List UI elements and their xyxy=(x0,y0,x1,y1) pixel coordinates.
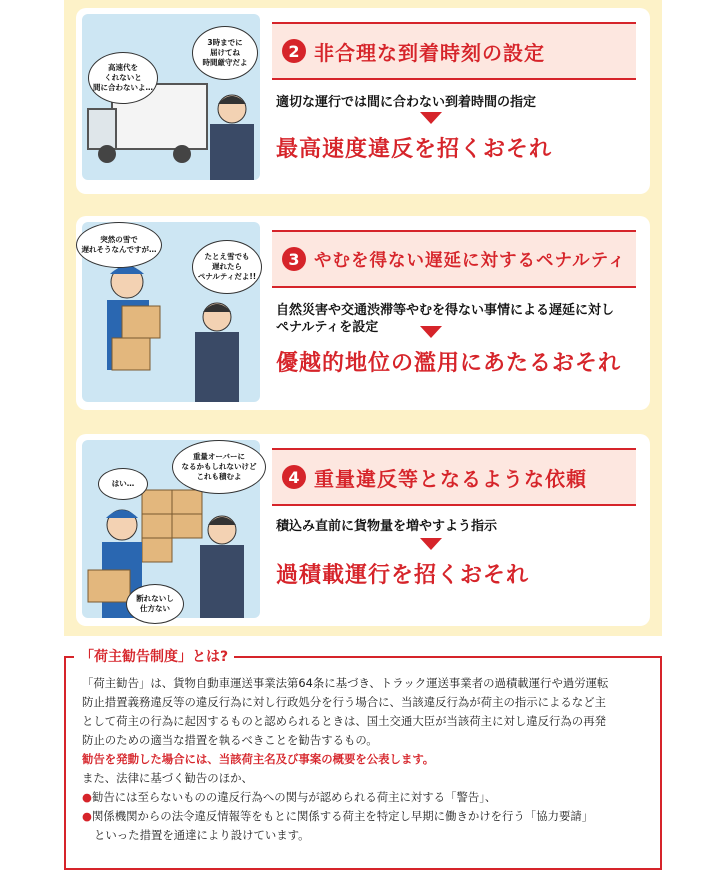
speech-bubble-driver: はい… xyxy=(98,468,148,500)
info-line-3: として荷主の行為に起因するものと認められるときは、国土交通大臣が当該荷主に対し違反行為の再発 xyxy=(82,714,606,728)
info-line-1: 「荷主勧告」は、貨物自動車運送事業法第64条に基づき、トラック運送事業者の過積載運行や過労運転 xyxy=(82,676,609,690)
bullet-icon: ● xyxy=(82,790,92,804)
down-arrow-icon xyxy=(420,326,442,338)
info-bullet-2-cont: といった措置を通達により設けています。 xyxy=(94,828,310,842)
bullet-text: 勧告には至らないものの違反行為への関与が認められる荷主に対する「警告」、 xyxy=(91,790,497,804)
speech-bubble-shipper: 3時までに 届けてね 時間厳守だよ xyxy=(192,26,258,80)
info-line-2: 防止措置義務違反等の違反行為に対し行政処分を行う場合に、当該違反行為が荷主の指示によるなど主 xyxy=(82,695,606,709)
info-bullet-2 xyxy=(82,807,654,826)
bullet-icon: ● xyxy=(82,809,92,823)
case-description: 積込み直前に貨物量を増やすよう指示 xyxy=(276,519,498,534)
case-description: 自然災害や交通渋滞等やむを得ない事情による遅延に対し ペナルティを設定 xyxy=(276,303,615,335)
case-description: 適切な運行では間に合わない到着時間の指定 xyxy=(276,95,537,110)
case-header xyxy=(272,448,636,506)
speech-bubble-shipper: たとえ雪でも 遅れたら ペナルティだよ!! xyxy=(192,240,262,294)
down-arrow-icon xyxy=(420,538,442,550)
case-number: 2 xyxy=(282,39,306,63)
case-card-4 xyxy=(76,434,650,626)
bullet-text: 関係機関からの法令違反情報等をもとに関係する荷主を特定し早期に働きかけを行う「協力要請」 xyxy=(91,809,594,823)
info-title: 「荷主勧告制度」とは? xyxy=(74,646,234,666)
case-number: 3 xyxy=(282,247,306,271)
info-red-line: 勧告を発動した場合には、当該荷主名及び事案の概要を公表します。 xyxy=(82,752,435,766)
case-card-3 xyxy=(76,216,650,410)
speech-bubble-driver-thought: 断れないし 仕方ない xyxy=(126,584,184,624)
down-arrow-icon xyxy=(420,112,442,124)
case-result: 最高速度違反を招くおそれ xyxy=(276,137,553,162)
speech-bubble-shipper: 重量オーバーに なるかもしれないけど これも積むよ xyxy=(172,440,266,494)
case-title: 非合理な到着時刻の設定 xyxy=(314,40,545,65)
case-result: 過積載運行を招くおそれ xyxy=(276,563,530,588)
case-header xyxy=(272,22,636,80)
case-title: やむを得ない遅延に対するペナルティ xyxy=(314,250,627,271)
speech-bubble-driver: 突然の雪で 遅れそうなんですが… xyxy=(76,222,162,268)
speech-bubble-driver: 高速代を くれないと 間に合わないよ… xyxy=(88,52,158,104)
info-bullet-1 xyxy=(82,788,654,807)
case-header xyxy=(272,230,636,288)
case-result: 優越的地位の濫用にあたるおそれ xyxy=(276,351,622,376)
info-line-also: また、法律に基づく勧告のほか、 xyxy=(82,771,253,785)
info-line-4: 防止のための適当な措置を執るべきことを勧告するもの。 xyxy=(82,733,378,747)
case-card-2 xyxy=(76,8,650,194)
case-number: 4 xyxy=(282,465,306,489)
case-title: 重量違反等となるような依頼 xyxy=(314,466,587,491)
